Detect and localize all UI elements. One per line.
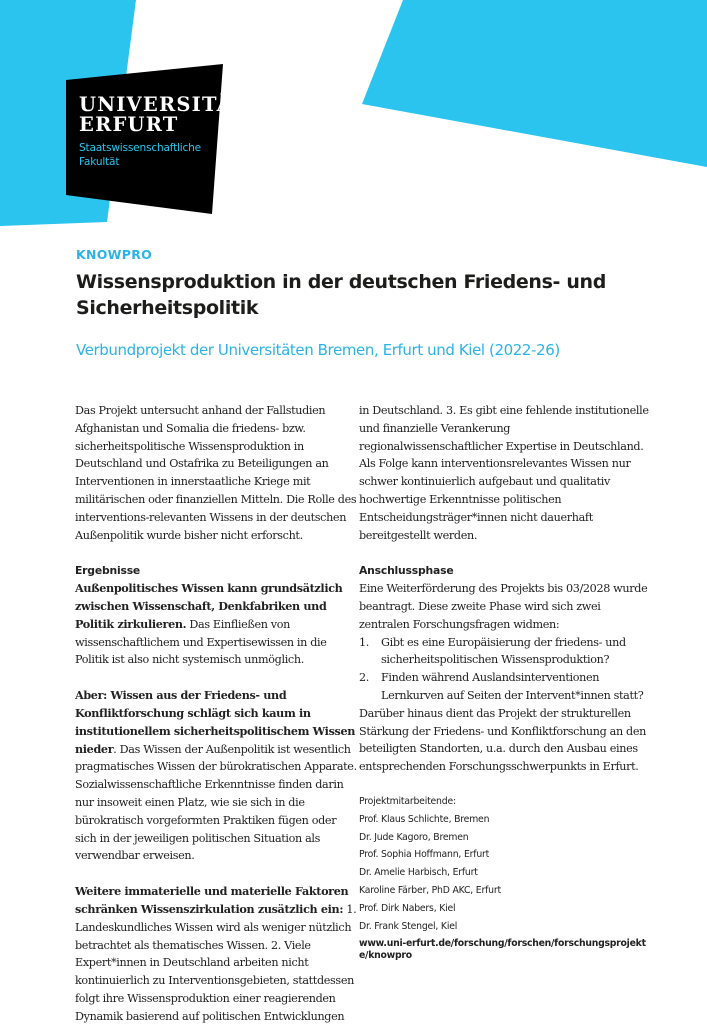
page-subtitle: Verbundprojekt der Universitäten Bremen, Erfurt und Kiel (2022-26) — [76, 341, 560, 359]
team-member: Karoline Färber, PhD AKC, Erfurt — [359, 884, 501, 896]
logo-faculty-line2: Fakultät — [79, 156, 120, 168]
intro-paragraph: Das Projekt untersucht anhand der Fallstudien Afghanistan und Somalia die friedens- bzw. sicherheitspolitische Wissensproduktion in Deutschland und Ostafrika zu Beteiligungen an Interventionen in innerstaatliche Kriege mit militärischen oder finanziellen Mitteln. Die Rolle des interventions-relevanten Wissens in der deutschen Außenpolitik wurde bisher nicht erforscht. — [75, 404, 357, 542]
logo-black-panel — [66, 64, 223, 214]
result-1-text: Das Einfließen von wissenschaftlichem und Expertisewissen in die Politik ist also nicht systemisch unmöglich. — [75, 617, 327, 667]
results-heading: Ergebnisse — [75, 564, 141, 578]
team-list — [359, 793, 501, 935]
result-paragraph-2 — [75, 687, 360, 865]
right-column — [359, 402, 649, 776]
list-text: Gibt es eine Europäisierung der friedens- und sicherheitspolitischen Wissensproduktion? — [381, 635, 626, 667]
result-3-text: 1. Landeskundliches Wissen wird als weniger nützlich betrachtet als thematisches Wissen. 2. Viele Expert*innen in Deutschland arbeiten nicht kontinuierlich zu Interventionsgebieten, stattdessen folgt ihre Wissensproduktion einer reagierenden Dynamik basierend auf politischen Entwicklungen — [75, 902, 357, 1023]
list-item — [359, 634, 649, 670]
logo-title-line1: UNIVERSITÄT — [79, 93, 248, 116]
team-member: Prof. Sophia Hoffmann, Erfurt — [359, 849, 490, 861]
result-paragraph-1 — [75, 580, 360, 669]
right-blue-shape — [362, 0, 707, 167]
team-member: Prof. Dirk Nabers, Kiel — [359, 902, 456, 914]
logo-faculty-line1: Staatswissenschaftliche — [79, 142, 202, 154]
research-questions-list — [359, 634, 649, 705]
result-2-text: . Das Wissen der Außenpolitik ist wesentlich pragmatisches Wissen der bürokratischen Apparate. Sozialwissenschaftliche Erkenntnisse finden darin nur insoweit einen Platz, wie sie sich in die bürokratisch vorgeformten Praktiken fügen oder sich in der jeweiligen politischen Situation als verwendbar erweisen. — [75, 742, 357, 863]
project-url-link[interactable]: www.uni-erfurt.de/forschung/forschen/forschungsprojekte/knowpro — [359, 938, 646, 961]
list-text: Finden während Auslandsinterventionen Lernkurven auf Seiten der Intervent*innen statt? — [381, 671, 644, 702]
result-2-bold: Aber: Wissen aus der Friedens- und Konfliktforschung schlägt sich kaum in institutionellem sicherheitspolitischem Wissen nieder — [75, 688, 356, 756]
team-member: Dr. Amelie Harbisch, Erfurt — [359, 867, 478, 879]
logo-faculty — [79, 141, 201, 169]
team-member: Dr. Frank Stengel, Kiel — [359, 920, 458, 932]
list-number: 1. — [359, 635, 369, 649]
followup-outro: Darüber hinaus dient das Projekt der strukturellen Stärkung der Friedens- und Konfliktforschung an den beteiligten Standorten, u.a. durch den Ausbau eines entsprechenden Forschungsschwerpunkts in Erfurt. — [359, 706, 646, 774]
team-heading: Projektmitarbeitende: — [359, 796, 456, 807]
left-column — [75, 402, 360, 1026]
title-line2: Sicherheitspolitik — [76, 297, 259, 319]
followup-heading: Anschlussphase — [359, 564, 454, 578]
result-3-bold: Weitere immaterielle und materielle Faktoren schränken Wissenszirkulation zusätzlich ein: — [75, 884, 349, 916]
team-member: Prof. Klaus Schlichte, Bremen — [359, 813, 490, 825]
followup-intro: Eine Weiterförderung des Projekts bis 03/2028 wurde beantragt. Diese zweite Phase wird sich zwei zentralen Forschungsfragen widmen: — [359, 582, 648, 631]
list-item — [359, 669, 649, 705]
page-title — [76, 269, 676, 321]
project-kicker: KNOWPRO — [76, 247, 153, 262]
result-paragraph-3 — [75, 883, 360, 1025]
continuation-paragraph: in Deutschland. 3. Es gibt eine fehlende institutionelle und finanzielle Verankerung regionalwissenschaftlicher Expertise in Deutschland. Als Folge kann interventionsrelevantes Wissen nur schwer kontinuierlich aufgebaut und qualitativ hochwertige Erkenntnisse politischen Entscheidungsträger*innen nicht dauerhaft bereitgestellt werden. — [359, 404, 649, 542]
title-line1: Wissensproduktion in der deutschen Friedens- und — [76, 271, 606, 293]
logo-title-line2: ERFURT — [79, 113, 179, 136]
list-number: 2. — [359, 671, 369, 685]
result-1-bold: Außenpolitisches Wissen kann grundsätzlich zwischen Wissenschaft, Denkfabriken und Politik zirkulieren. — [75, 581, 343, 631]
logo-title — [79, 95, 248, 135]
team-member: Dr. Jude Kagoro, Bremen — [359, 831, 469, 843]
